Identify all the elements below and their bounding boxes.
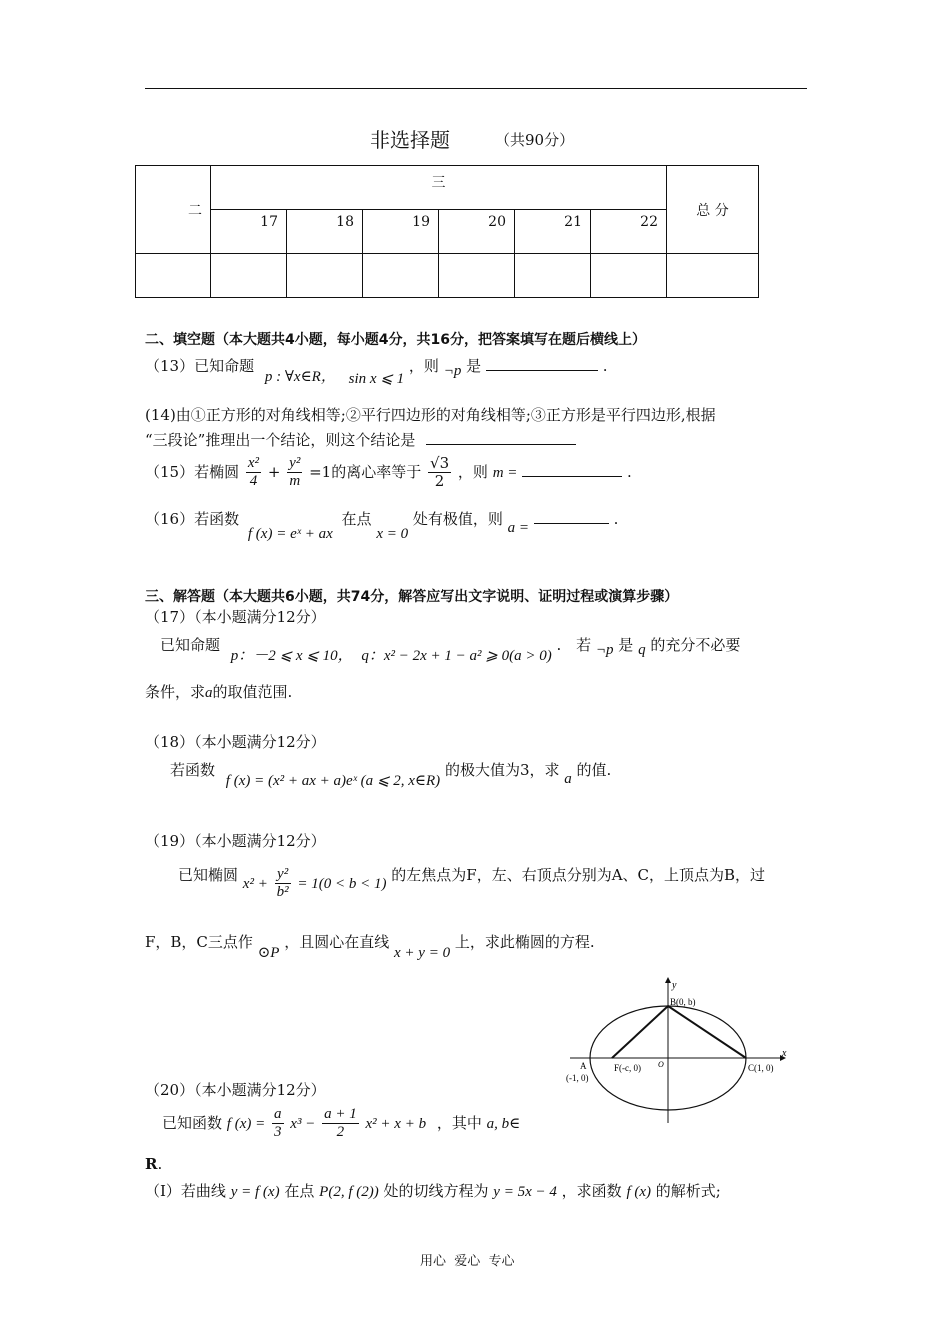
q17-line2b: 的取值范围. <box>212 683 293 701</box>
score-cell[interactable] <box>211 254 287 298</box>
segment-BC <box>668 1006 746 1058</box>
q20-x3: x³ − <box>290 1115 316 1132</box>
page-subtitle: （共90分） <box>495 131 575 149</box>
section3-heading: 三、解答题（本大题共6小题，共74分，解答应写出文字说明、证明过程或演算步骤） <box>145 589 679 605</box>
score-sub-col: 21 <box>515 210 591 254</box>
q19-line2 <box>145 931 595 961</box>
q15-eq: =1的离心率等于 <box>309 462 422 481</box>
q20-prefix: 已知函数 <box>162 1113 223 1132</box>
q16-func: f (x) = eˣ + ax <box>247 526 333 542</box>
q13-math3: ¬p <box>443 363 462 379</box>
q20-frac-a3: $\frac{a}{3}$ <box>274 1106 282 1141</box>
label-F: F(-c, 0) <box>614 1063 641 1073</box>
q20-part1-a: （Ⅰ）若曲线 <box>145 1182 226 1200</box>
q18-func: f (x) = (x² + ax + a)eˣ (a ⩽ 2, x∈R) <box>225 773 441 789</box>
label-y-axis: y <box>672 980 677 991</box>
q17-q: q：x² − 2x + 1 − a² ⩾ 0(a > 0) <box>361 648 552 664</box>
page-footer: 用心 爱心 专心 <box>420 1254 515 1269</box>
q15-frac-e: $\frac{√3}{2}$ <box>430 454 450 491</box>
q20-line1 <box>162 1106 520 1142</box>
q17-notp: ¬p <box>595 642 614 658</box>
q17-dot: . <box>556 636 562 654</box>
q13-suffix: 是 <box>466 357 482 375</box>
q15-meq: m = <box>492 464 518 481</box>
q17-prefix: 已知命题 <box>160 636 221 654</box>
q19-label: （19）（本小题满分12分） <box>145 832 326 850</box>
q13-prefix: （13）已知命题 <box>145 357 255 375</box>
score-sub-col: 17 <box>211 210 287 254</box>
q16-point: x = 0 <box>376 526 409 542</box>
q16-prefix: （16）若函数 <box>145 510 240 528</box>
q15-plus: + <box>267 462 281 481</box>
q20-part1-b: 在点 <box>284 1182 315 1200</box>
q13-mid: ，则 <box>408 357 439 375</box>
q13-end: . <box>602 357 608 375</box>
q17-is: 是 <box>618 636 634 654</box>
q20-line2 <box>145 1155 162 1173</box>
q20-part1-d: ，求函数 <box>561 1182 622 1200</box>
score-sub-col: 19 <box>363 210 439 254</box>
q19-eq: = 1(0 < b < 1) <box>297 875 387 892</box>
q18-mid: 的极大值为3，求 <box>444 761 560 779</box>
q17-line1 <box>160 634 741 664</box>
page-title: 非选择题 <box>370 128 450 152</box>
q19-tail: 的左焦点为F，左、右顶点分别为A、C，上顶点为B，过 <box>391 865 766 884</box>
score-col-total: 总 分 <box>667 166 759 254</box>
q20-frac-ap1: $\frac{a + 1}{2}$ <box>324 1106 357 1141</box>
score-sub-col: 18 <box>287 210 363 254</box>
q18-label: （18）（本小题满分12分） <box>145 733 326 751</box>
q13-math1: p : ∀x∈R， <box>264 369 336 385</box>
q19-line: x + y = 0 <box>394 945 451 961</box>
q17-label: （17）（本小题满分12分） <box>145 608 326 626</box>
score-cell[interactable] <box>667 254 759 298</box>
q19-x2: x² + <box>242 875 268 892</box>
y-axis-arrow <box>665 977 671 983</box>
q20-fx2: f (x) <box>626 1184 652 1200</box>
q18-a: a <box>564 771 572 787</box>
q20-pt: P(2, f (2)) <box>319 1184 379 1200</box>
q15-frac-x: $\frac{\text{x²}}{4}$ <box>247 455 260 490</box>
q20-part1-e: 的解析式; <box>655 1182 721 1200</box>
q17-line2a: 条件，求 <box>145 683 206 701</box>
q15-answer-blank[interactable] <box>522 462 622 477</box>
segment-FB <box>612 1006 668 1058</box>
q13 <box>145 355 608 387</box>
score-cell[interactable] <box>287 254 363 298</box>
score-cell[interactable] <box>136 254 211 298</box>
q19-frac-y: $\frac{\text{y²}}{\text{b²}}$ <box>276 866 289 901</box>
label-origin: O <box>658 1060 664 1069</box>
q14-answer-blank[interactable] <box>426 430 576 445</box>
q20-fx: f (x) = <box>226 1115 266 1132</box>
q20-curve: y = f (x) <box>230 1184 280 1200</box>
label-A: A <box>580 1061 587 1071</box>
top-rule <box>145 88 807 89</box>
q20-tail: ，其中 <box>436 1113 482 1132</box>
q16-mid1: 在点 <box>341 510 372 528</box>
score-table <box>135 165 759 298</box>
q20-R: R <box>145 1155 158 1173</box>
q19-odotp: ⊙P <box>257 945 280 961</box>
label-A-coord: (-1, 0) <box>566 1073 589 1083</box>
q13-answer-blank[interactable] <box>486 356 598 371</box>
q19-line2a: F，B，C三点作 <box>145 933 253 951</box>
q15-frac-y: $\frac{\text{y²}}{m}$ <box>289 455 301 490</box>
q15 <box>145 455 632 491</box>
q16 <box>145 508 619 542</box>
q19-prefix: 已知椭圆 <box>178 865 239 884</box>
q20-tangent: y = 5x − 4 <box>493 1184 557 1200</box>
q20-label: （20）（本小题满分12分） <box>145 1081 326 1099</box>
q20-part1 <box>145 1180 721 1201</box>
q14-line2 <box>145 429 576 450</box>
q16-end: . <box>613 510 619 528</box>
q14-line2-text: “三段论”推理出一个结论，则这个结论是 <box>145 431 416 449</box>
q20-rest: x² + x + b <box>365 1115 427 1132</box>
q17-var-a: a <box>205 685 213 701</box>
q16-mid2: 处有极值，则 <box>412 510 503 528</box>
score-col-san: 三 <box>211 166 667 210</box>
q18-end: 的值. <box>576 761 612 779</box>
q16-aeq: a = <box>507 520 530 536</box>
q18-prefix: 若函数 <box>170 761 216 779</box>
q19-line2c: 上，求此椭圆的方程. <box>454 933 595 951</box>
q15-mid: ，则 <box>457 462 488 481</box>
q16-answer-blank[interactable] <box>534 509 609 524</box>
q20-part1-c: 处的切线方程为 <box>383 1182 489 1200</box>
ellipse-figure <box>560 975 800 1125</box>
q13-math2: sin x ⩽ 1 <box>348 371 405 387</box>
label-C: C(1, 0) <box>748 1063 774 1073</box>
label-x-axis: x <box>782 1048 787 1059</box>
score-cell[interactable] <box>515 254 591 298</box>
q17-line2 <box>145 681 292 702</box>
section2-heading: 二、填空题（本大题共4小题，每小题4分，共16分，把答案填写在题后横线上） <box>145 332 646 348</box>
score-sub-col: 20 <box>439 210 515 254</box>
score-sub-col: 22 <box>591 210 667 254</box>
q20-ab: a, b∈ <box>486 1115 521 1132</box>
score-col-er: 二 <box>136 166 211 254</box>
q18-line <box>170 759 612 789</box>
q17-qq: q <box>638 642 646 658</box>
score-cell[interactable] <box>439 254 515 298</box>
q17-tail: 的充分不必要 <box>650 636 741 654</box>
q20-dot: . <box>157 1155 163 1173</box>
q17-if: 若 <box>576 636 592 654</box>
score-cell[interactable] <box>363 254 439 298</box>
q14-line1: (14)由①正方形的对角线相等;②平行四边形的对角线相等;③正方形是平行四边形,根据 <box>145 406 716 424</box>
q17-p: p：－2 ⩽ x ⩽ 10， <box>230 648 353 664</box>
q15-end: . <box>626 462 632 481</box>
q19-line1 <box>178 866 765 902</box>
label-B: B(0, b) <box>670 997 696 1007</box>
q19-line2b: ，且圆心在直线 <box>284 933 390 951</box>
q15-prefix: （15）若椭圆 <box>145 462 240 481</box>
score-cell[interactable] <box>591 254 667 298</box>
